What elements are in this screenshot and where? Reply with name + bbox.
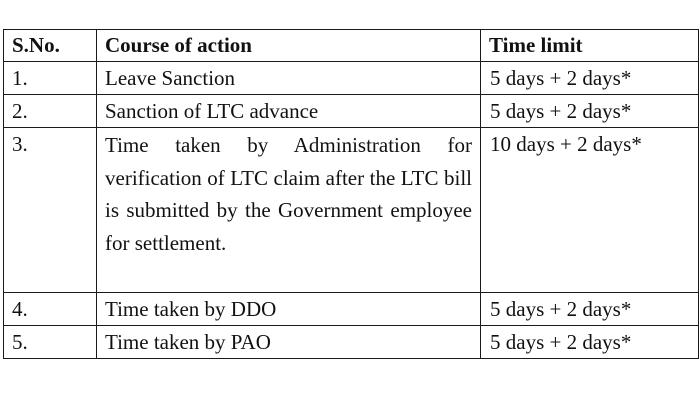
header-time-limit: Time limit <box>481 30 699 62</box>
cell-action: Leave Sanction <box>97 62 481 95</box>
header-sno: S.No. <box>4 30 97 62</box>
time-limit-table <box>3 29 699 359</box>
cell-time-limit: 10 days + 2 days* <box>481 128 699 293</box>
cell-sno: 4. <box>4 293 97 326</box>
cell-sno: 5. <box>4 326 97 359</box>
cell-action: Sanction of LTC advance <box>97 95 481 128</box>
cell-time-limit: 5 days + 2 days* <box>481 62 699 95</box>
cell-time-limit: 5 days + 2 days* <box>481 293 699 326</box>
header-course-of-action: Course of action <box>97 30 481 62</box>
table-row <box>4 128 699 293</box>
cell-action: Time taken by Administration for verification of LTC claim after the LTC bill is submitted by the Government employee for settlement. <box>97 128 481 293</box>
cell-sno: 2. <box>4 95 97 128</box>
table-row <box>4 95 699 128</box>
cell-action: Time taken by DDO <box>97 293 481 326</box>
table-row <box>4 62 699 95</box>
cell-sno: 3. <box>4 128 97 293</box>
table-header-row <box>4 30 699 62</box>
cell-time-limit: 5 days + 2 days* <box>481 326 699 359</box>
cell-sno: 1. <box>4 62 97 95</box>
table-row <box>4 293 699 326</box>
table-row <box>4 326 699 359</box>
cell-action: Time taken by PAO <box>97 326 481 359</box>
cell-time-limit: 5 days + 2 days* <box>481 95 699 128</box>
